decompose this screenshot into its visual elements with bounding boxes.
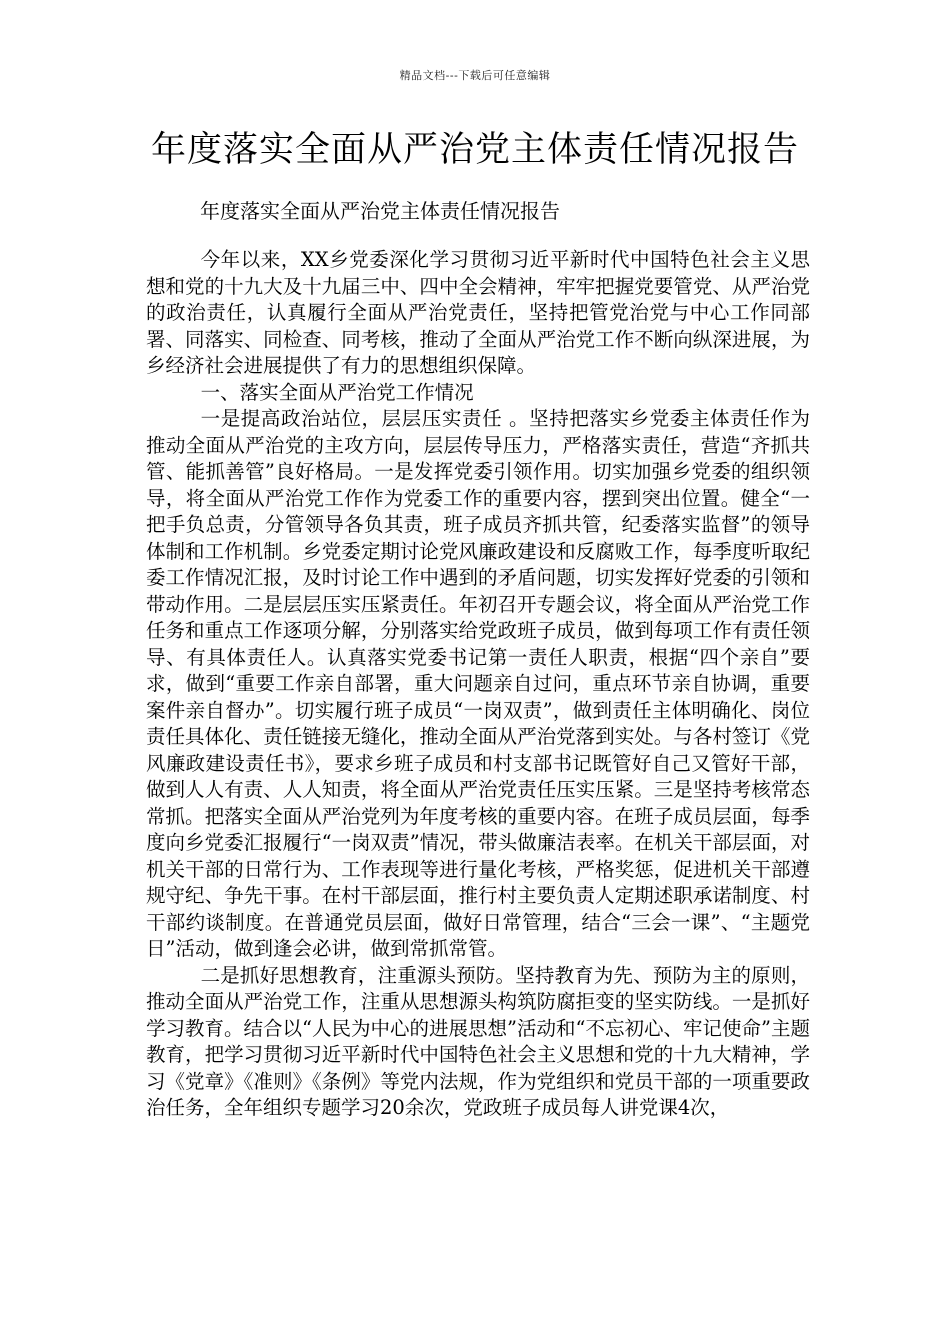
header-note: 精品文档---下载后可任意编辑	[399, 69, 551, 82]
body-paragraph: 今年以来，XX乡党委深化学习贯彻习近平新时代中国特色社会主义思想和党的十九大及十九届三中、四中全会精神，牢牢把握党要管党、从严治党的政治责任，认真履行全面从严治党责任，坚持把管党治党与中心工作同部署、同落实、同检查、同考核，推动了全面从严治党工作不断向纵深进展，为乡经济社会进展提供了有力的思想组织保障。	[146, 248, 810, 377]
document-body	[146, 247, 810, 1122]
body-paragraph: 一是提高政治站位，层层压实责任 。坚持把落实乡党委主体责任作为推动全面从严治党的主攻方向，层层传导压力，严格落实责任，营造“齐抓共管、能抓善管”良好格局。一是发挥党委引领作用。切实加强乡党委的组织领导，将全面从严治党工作作为党委工作的重要内容，摆到突出位置。健全“一把手负总责，分管领导各负其责，班子成员齐抓共管，纪委落实监督”的领导体制和工作机制。乡党委定期讨论党风廉政建设和反腐败工作，每季度听取纪委工作情况汇报，及时讨论工作中遇到的矛盾问题，切实发挥好党委的引领和带动作用。二是层层压实压紧责任。年初召开专题会议，将全面从严治党工作任务和重点工作逐项分解，分别落实给党政班子成员，做到每项工作有责任领导、有具体责任人。认真落实党委书记第一责任人职责，根据“四个亲自”要求，做到“重要工作亲自部署，重大问题亲自过问，重点环节亲自协调，重要案件亲自督办”。切实履行班子成员“一岗双责”，做到责任主体明确化、岗位责任具体化、责任链接无缝化，推动全面从严治党落到实处。与各村签订《党风廉政建设责任书》，要求乡班子成员和村支部书记既管好自己又管好干部，做到人人有责、人人知责，将全面从严治党责任压实压紧。三是坚持考核常态常抓。把落实全面从严治党列为年度考核的重要内容。在班子成员层面，每季度向乡党委汇报履行“一岗双责”情况，带头做廉洁表率。在机关干部层面，对机关干部的日常行为、工作表现等进行量化考核，严格奖惩，促进机关干部遵规守纪、争先干事。在村干部层面，推行村主要负责人定期述职承诺制度、村干部约谈制度。在普通党员层面，做好日常管理，结合“三会一课”、“主题党日”活动，做到逢会必讲，做到常抓常管。	[146, 407, 810, 960]
section-heading: 一、落实全面从严治党工作情况	[200, 380, 474, 404]
document-subtitle: 年度落实全面从严治党主体责任情况报告	[200, 199, 560, 223]
body-paragraph: 二是抓好思想教育，注重源头预防。坚持教育为先、预防为主的原则，推动全面从严治党工作，注重从思想源头构筑防腐拒变的坚实防线。一是抓好学习教育。结合以“人民为中心的进展思想”活动和“不忘初心、牢记使命”主题教育，把学习贯彻习近平新时代中国特色社会主义思想和党的十九大精神，学习《党章》《准则》《条例》等党内法规，作为党组织和党员干部的一项重要政治任务，全年组织专题学习20余次，党政班子成员每人讲党课4次，	[146, 963, 810, 1119]
document-title: 年度落实全面从严治党主体责任情况报告	[150, 130, 799, 170]
